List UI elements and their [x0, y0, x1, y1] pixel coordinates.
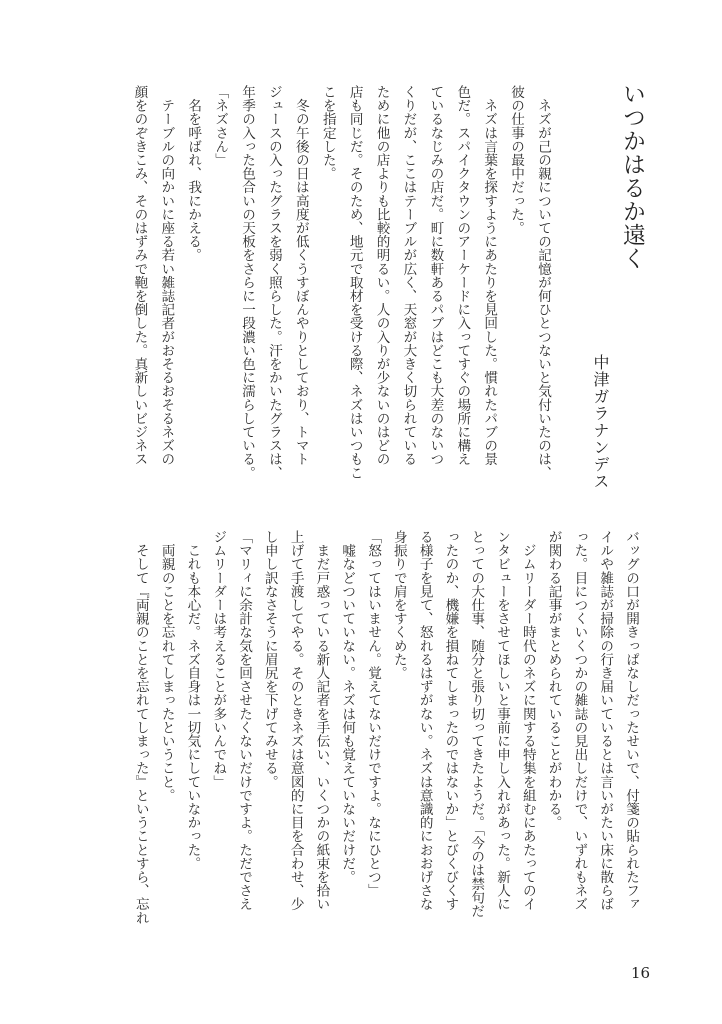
lower-text-block: [127, 530, 643, 955]
text-line: こを指定した。: [319, 85, 336, 181]
text-line: 色だ。スパイクタウンのアーケードに入ってすぐの場所に構え: [454, 85, 471, 466]
text-line: イルや雑誌が掃除の行き届いているとは言いがたい床に散らば: [597, 530, 614, 911]
text-line: そして『両親のことを忘れてしまった』ということすら、忘れ: [132, 530, 149, 925]
upper-text-block: [126, 85, 557, 495]
text-line: ジムリーダー時代のネズに関する特集を組むにあたってのイ: [519, 530, 536, 911]
text-line: し申し訳なさそうに眉尻を下げてみせる。: [261, 530, 278, 789]
text-line: ジムリーダーは考えることが多いんでね」: [210, 530, 227, 789]
text-line: テーブルの向かいに座る若い雑誌記者がおそるおそるネズの: [158, 85, 175, 466]
text-line: ために他の店よりも比較的明るい。人の入りが少ないのはどの: [373, 85, 390, 466]
text-line: ネズが己の親についての記憶が何ひとつないと気付いたのは、: [535, 85, 551, 480]
text-line: 身振りで肩をすくめた。: [390, 530, 407, 680]
text-line: が関わる記事がまとめられていることがわかる。: [545, 530, 562, 830]
text-line: とっての大仕事、随分と張り切ってきたようだ。「今のは禁句だ: [468, 530, 485, 918]
text-line: ているなじみの店だ。町に数軒あるパブはどこも大差のないつ: [427, 85, 444, 466]
text-line: ジュースの入ったグラスを弱く照らした。汗をかいたグラスは、: [265, 85, 282, 480]
text-line: ったのか、機嫌を損ねてしまったのではないか」とびくびくす: [442, 530, 459, 911]
text-line: 「ネズさん」: [212, 85, 229, 167]
text-line: 「マリィに余計な気を回させたくないだけですよ。ただでさえ: [236, 530, 253, 911]
text-line: 顔をのぞきこみ、そのはずみで鞄を倒した。真新しいビジネス: [131, 85, 148, 466]
text-line: ネズは言葉を探すようにあたりを見回した。慣れたパブの景: [481, 85, 498, 466]
text-line: バッグの口が開きっぱなしだったせいで、付箋の貼られたファ: [623, 530, 639, 911]
text-line: る様子を見て、怒れるはずがない。ネズは意識的におおげさな: [416, 530, 433, 911]
text-line: くりだが、ここはテーブルが広く、天窓が大きく切られている: [400, 85, 417, 466]
story-title: いつかはるか遠く: [619, 82, 645, 270]
text-line: った。目につくいくつかの雑誌の見出しだけで、いずれもネズ: [571, 530, 588, 911]
author-name: 中津ガラナンデス: [591, 354, 610, 490]
text-line: まだ戸惑っている新人記者を手伝い、いくつかの紙束を拾い: [313, 530, 330, 911]
text-line: これも本心だ。ネズ自身は一切気にしていなかった。: [184, 530, 201, 870]
text-line: 冬の午後の日は高度が低くうすぼんやりとしており、トマト: [292, 85, 309, 466]
text-line: 店も同じだ。そのため、地元で取材を受ける際、ネズはいつもこ: [346, 85, 363, 480]
text-line: 「怒ってはいません。覚えてないだけですよ。なにひとつ」: [365, 530, 382, 898]
text-line: 名を呼ばれ、我にかえる。: [185, 85, 202, 262]
text-line: 上げて手渡してやる。そのときネズは意図的に目を合わせ、少: [287, 530, 304, 911]
page-number: 16: [631, 964, 651, 982]
text-line: 彼の仕事の最中だった。: [508, 85, 525, 235]
text-line: 両親のことを忘れてしまったということ。: [158, 530, 175, 802]
text-line: 年季の入った色合いの天板をさらに一段濃い色に濡らしている。: [239, 85, 256, 480]
text-line: ンタビューをさせてほしいと事前に申し入れがあった。新人に: [494, 530, 511, 911]
text-line: 嘘などついていない。ネズは何も覚えていないだけだ。: [339, 530, 356, 884]
